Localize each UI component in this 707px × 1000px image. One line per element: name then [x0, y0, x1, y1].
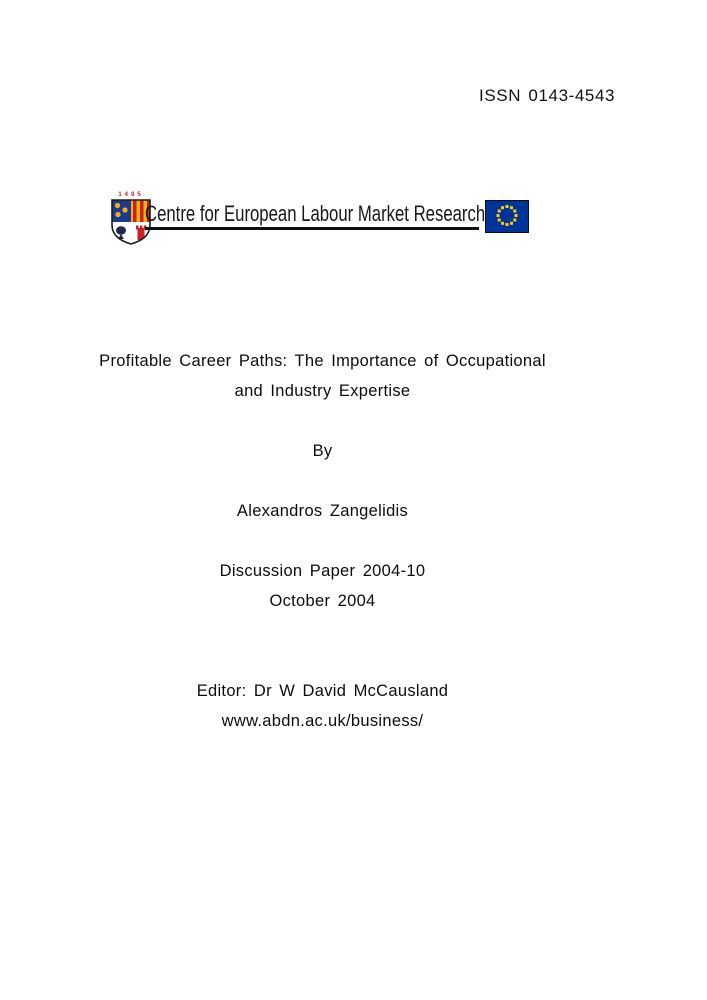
logo-underline — [145, 227, 479, 230]
eu-flag-icon — [485, 200, 529, 233]
issn-number: ISSN 0143-4543 — [479, 86, 616, 105]
discussion-paper-number: Discussion Paper 2004-10 — [219, 562, 426, 580]
byline: By — [312, 442, 333, 460]
logo-text: Centre for European Labour Market Research — [145, 201, 486, 226]
crest-year-label: 1495 — [118, 192, 144, 198]
editor-name: Editor: Dr W David McCausland — [196, 682, 449, 700]
paper-title-line1: Profitable Career Paths: The Importance of Occupational — [99, 352, 546, 370]
website-url: www.abdn.ac.uk/business/ — [221, 712, 424, 730]
author-name: Alexandros Zangelidis — [236, 502, 409, 520]
publication-date: October 2004 — [269, 592, 376, 610]
paper-title-line2: and Industry Expertise — [234, 382, 411, 400]
